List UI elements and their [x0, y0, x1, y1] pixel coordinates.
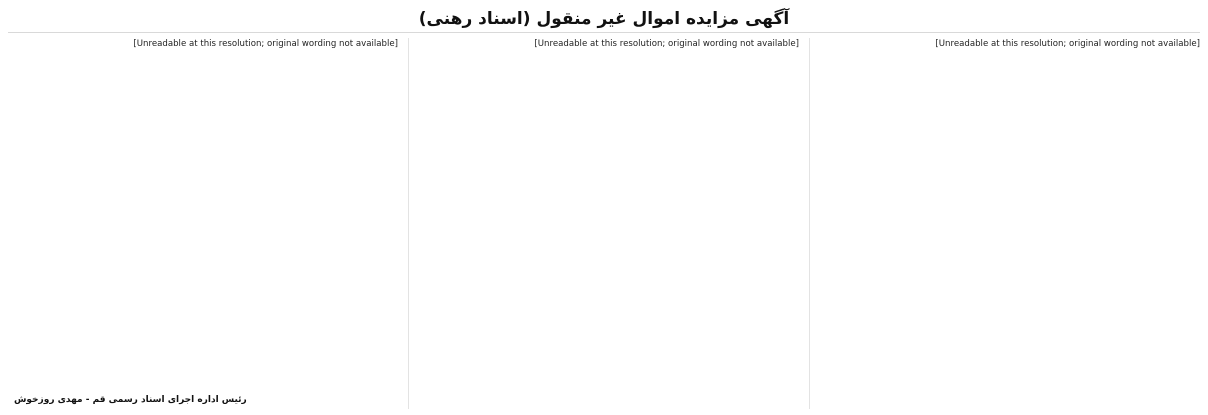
notice-body-left: [Unreadable at this resolution; original wording not available]	[133, 39, 398, 49]
notice-body-right: [Unreadable at this resolution; original wording not available]	[935, 39, 1200, 49]
notice-body-middle: [Unreadable at this resolution; original wording not available]	[534, 39, 799, 49]
notice-columns	[8, 38, 1200, 409]
notice-header	[8, 5, 1200, 33]
notice-column-right	[809, 38, 1200, 409]
notice-column-middle	[408, 38, 799, 409]
notice-column-left	[8, 38, 398, 409]
notice-title: آگهی مزایده اموال غیر منقول (اسناد رهنی)	[418, 8, 790, 29]
notice-signature: رئیس اداره اجرای اسناد رسمی قم - مهدی روزخوش	[14, 395, 247, 405]
